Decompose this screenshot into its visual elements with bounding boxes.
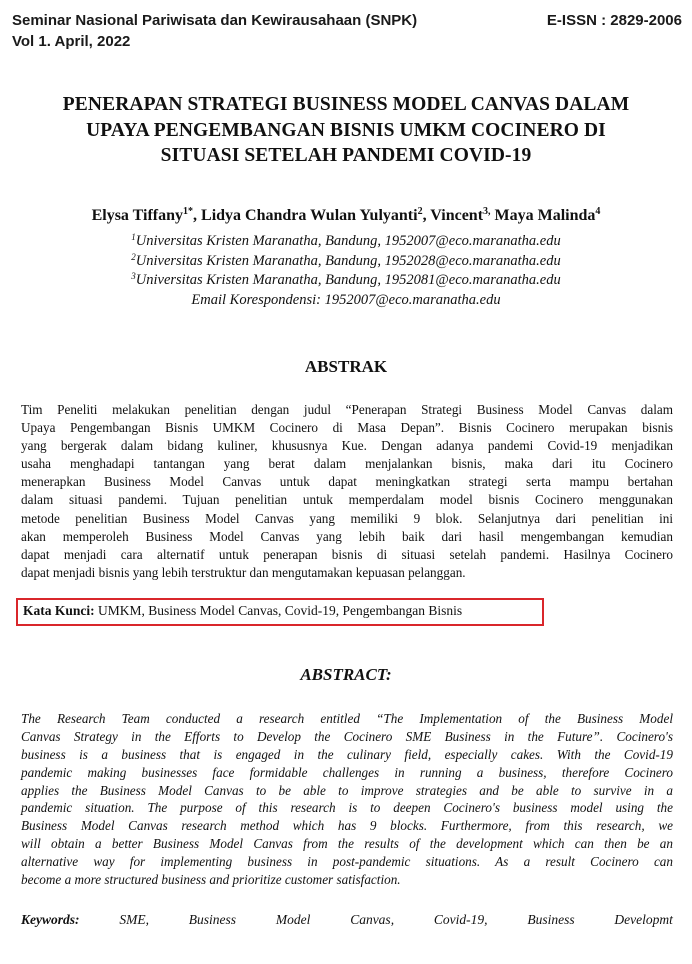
author-name: Vincent <box>430 207 484 224</box>
affiliation-mark: 1 <box>131 232 136 242</box>
abstrak-line: metode penelitian Business Model Canvas yang memiliki 9 blok. Selanjutnya dari penelitian ini <box>21 510 673 526</box>
kata-kunci-values: UMKM, Business Model Canvas, Covid-19, Pengembangan Bisnis <box>98 603 463 618</box>
abstrak-body <box>21 401 673 582</box>
keyword-word: Developmt <box>614 912 673 927</box>
abstrak-line: Upaya Pengembangan Bisnis UMKM Cocinero di Masa Depan”. Bisnis Cocinero merupakan bisnis <box>21 420 673 436</box>
abstrak-line: yang bergerak dalam bidang kuliner, khususnya Kue. Dengan adanya pandemi Covid-19 menjadikan <box>21 438 673 454</box>
affiliation-mark: 3 <box>131 271 136 281</box>
keyword-word: Business <box>188 912 237 927</box>
affiliation-line <box>0 232 692 252</box>
affiliation-text: Universitas Kristen Maranatha, Bandung, 1952081@eco.maranatha.edu <box>135 272 561 288</box>
journal-name: Seminar Nasional Pariwisata dan Kewirausahaan (SNPK) <box>12 12 418 29</box>
kata-kunci-label: Kata Kunci: <box>23 603 95 618</box>
author-affiliation-mark: 1* <box>183 206 194 217</box>
affiliation-text: Universitas Kristen Maranatha, Bandung, 1952028@eco.maranatha.edu <box>135 252 561 269</box>
keyword-word: Covid-19, <box>433 912 488 927</box>
author-list <box>0 206 692 226</box>
abstrak-line: akan memperoleh Business Model Canvas yang lebih baik dari hasil mengembangan kemudian <box>21 528 673 544</box>
abstrak-line: dalam situasi pandemi. Tujuan penelitian untuk memperdalam model bisnis Cocinero menggunakan <box>21 492 673 508</box>
abstract-body <box>21 710 673 889</box>
abstrak-line: Tim Peneliti melakukan penelitian dengan judul “Penerapan Strategi Business Model Canvas dalam <box>21 402 673 417</box>
title-line: SITUASI SETELAH PANDEMI COVID-19 <box>160 145 532 166</box>
abstract-line: Canvas Strategy in the Efforts to Develop the Cocinero SME Business in the Future”. Cocinero's <box>21 728 673 744</box>
abstract-line: become a more structured business and prioritize customer satisfaction. <box>21 872 401 888</box>
abstract-line: pandemic situation. The purpose of this research is to deepen Cocinero's business model using the <box>21 800 673 816</box>
journal-info <box>12 10 417 52</box>
abstrak-line: menerapkan Business Model Canvas untuk dapat meningkatkan strategi serta mampu bertahan <box>21 474 673 490</box>
abstrak-heading: ABSTRAK <box>304 357 388 376</box>
title-line: PENERAPAN STRATEGI BUSINESS MODEL CANVAS DALAM <box>62 94 630 115</box>
journal-issn: E-ISSN : 2829-2006 <box>546 12 682 29</box>
keyword-word: Canvas, <box>350 912 395 927</box>
abstract-heading: ABSTRACT: <box>300 665 392 684</box>
abstract-line: applies the Business Model Canvas to be able to improve strategies and be able to survive in a <box>21 782 673 798</box>
author-affiliation-mark: 4 <box>595 206 601 217</box>
abstract-line: will obtain a better Business Model Canvas from the results of the development which can then be an <box>21 836 673 852</box>
keyword-word: SME, <box>119 912 149 927</box>
abstract-line: pandemic making businesses face formidable challenges in running a business, therefore Cocinero <box>21 764 673 780</box>
author-separator: , <box>193 207 202 224</box>
abstract-line: Business Model Canvas research method which has 9 blocks. Furthermore, from this research, we <box>21 818 673 834</box>
keyword-word: Business <box>527 912 575 927</box>
journal-volume: Vol 1. April, 2022 <box>12 33 131 50</box>
keywords-label: Keywords: <box>21 912 80 927</box>
keyword-word: Model <box>275 912 311 927</box>
affiliation-line <box>0 252 692 272</box>
author-name: Lidya Chandra Wulan Yulyanti <box>201 207 418 224</box>
author-affiliation-mark: 3, <box>483 206 491 217</box>
correspondence-email: Email Korespondensi: 1952007@eco.maranatha.edu <box>191 291 501 308</box>
author-name: Elysa Tiffany <box>91 207 184 224</box>
keywords-en <box>21 911 673 929</box>
affiliations <box>0 232 692 310</box>
abstract-line: alternative way for implementing business in post-pandemic situations. As a result Cocinero can <box>21 854 673 870</box>
author-separator: , <box>422 207 431 224</box>
affiliation-line <box>0 271 692 291</box>
author-affiliation-mark: 2 <box>417 206 423 217</box>
affiliation-text: Universitas Kristen Maranatha, Bandung, 1952007@eco.maranatha.edu <box>135 233 561 249</box>
author-name: Maya Malinda <box>494 207 596 224</box>
kata-kunci <box>23 602 462 620</box>
abstrak-line: dapat menjadi cara alternatif untuk penerapan bisnis di situasi setelah pandemi. Hasilnya Cocinero <box>21 546 673 562</box>
abstract-line: The Research Team conducted a research entitled “The Implementation of the Business Model <box>21 711 673 726</box>
affiliation-mark: 2 <box>131 251 136 262</box>
paper-title <box>0 92 692 169</box>
abstrak-line: dapat menjadi bisnis yang lebih terstruktur dan mengutamakan kepuasan pelanggan. <box>21 564 466 580</box>
abstract-line: business is a business that is engaged in the culinary field, especially cakes. With the Covid-19 <box>21 746 673 762</box>
title-line: UPAYA PENGEMBANGAN BISNIS UMKM COCINERO DI <box>86 119 606 141</box>
abstrak-line: usaha menghadapi tantangan yang berat dalam menjalankan bisnis, maka dari itu Cocinero <box>21 456 673 472</box>
